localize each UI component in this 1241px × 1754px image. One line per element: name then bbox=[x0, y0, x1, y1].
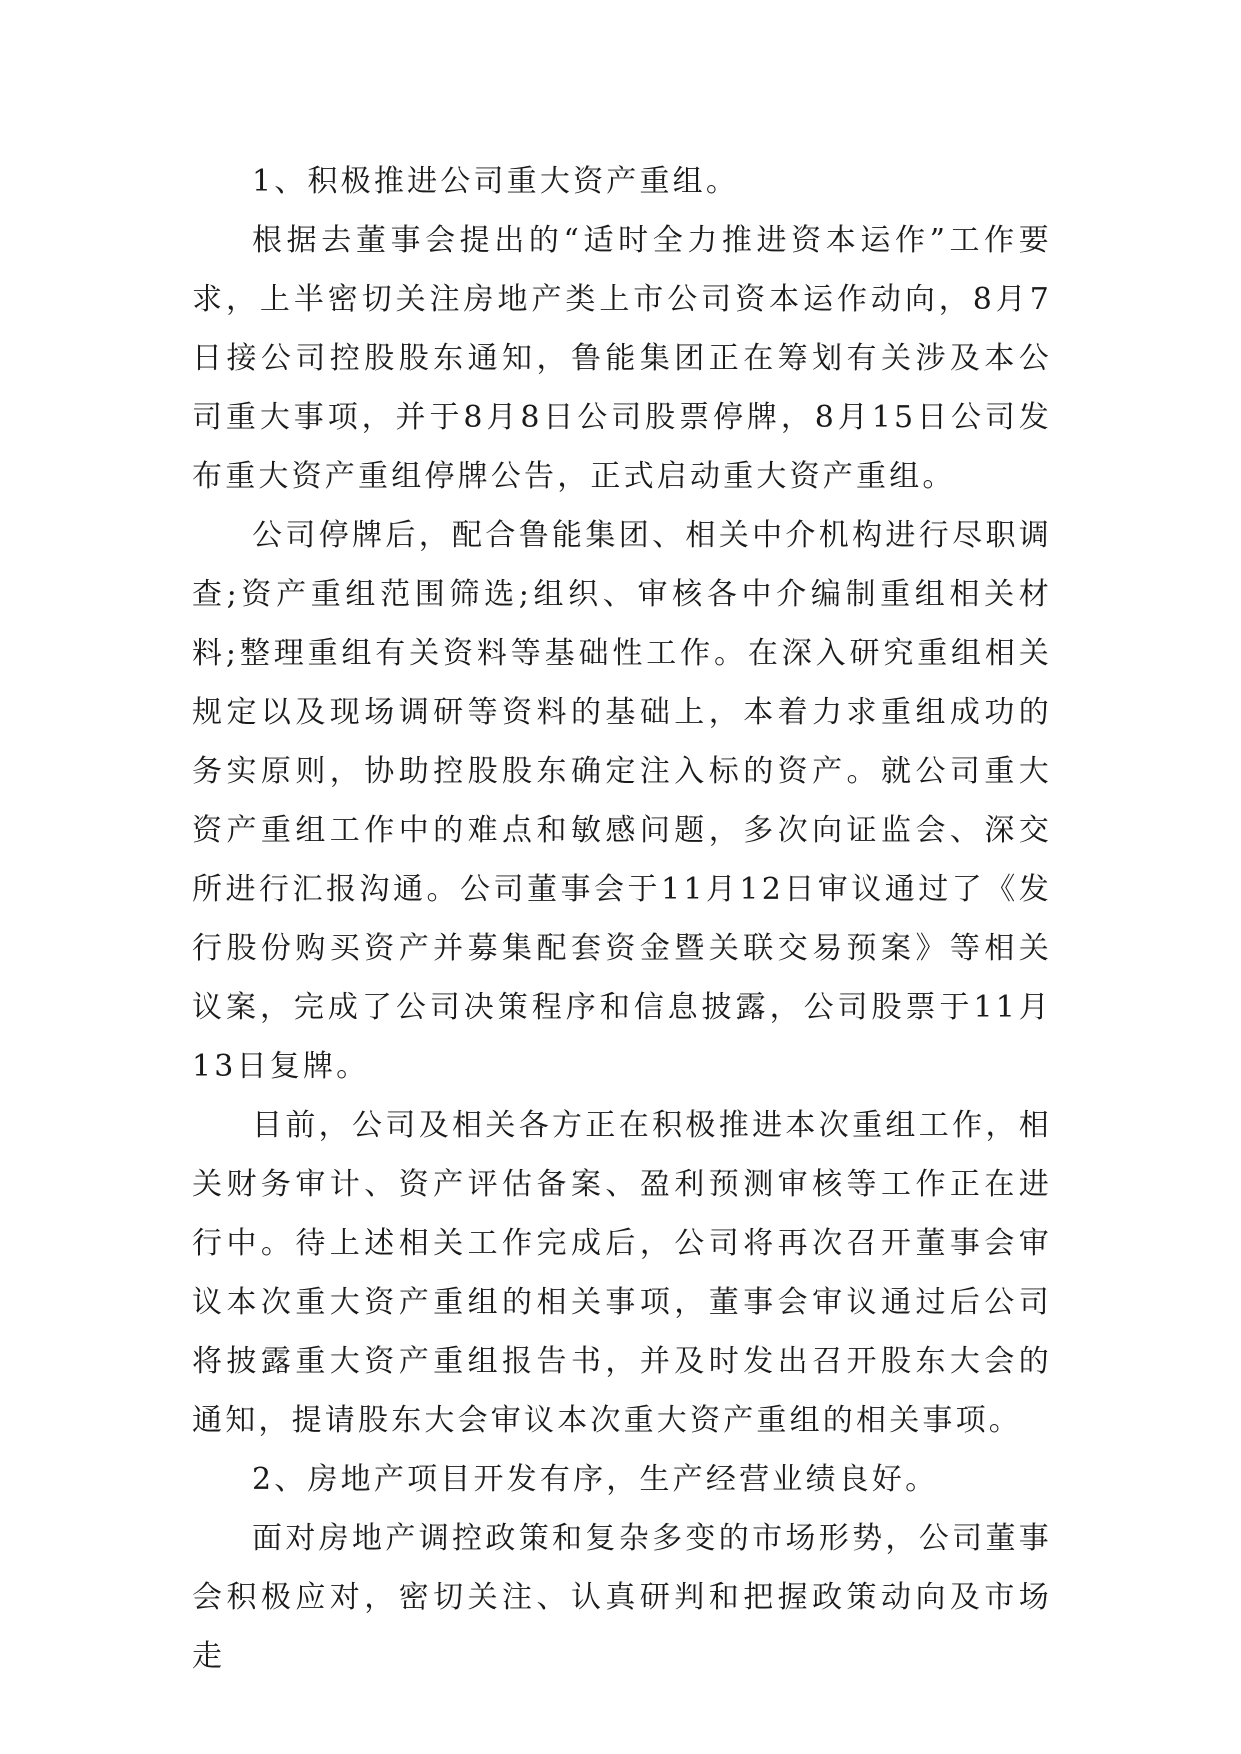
paragraph-suspension-work: 公司停牌后，配合鲁能集团、相关中介机构进行尽职调查;资产重组范围筛选;组织、审核各中介编制重组相关材料;整理重组有关资料等基础性工作。在深入研究重组相关规定以及现场调研等资料的基础上，本着力求重组成功的务实原则，协助控股股东确定注入标的资产。就公司重大资产重组工作中的难点和敏感问题，多次向证监会、深交所进行汇报沟通。公司董事会于11月12日审议通过了《发行股份购买资产并募集配套资金暨关联交易预案》等相关议案，完成了公司决策程序和信息披露，公司股票于11月13日复牌。 bbox=[192, 518, 1052, 1084]
section-heading-2: 2、房地产项目开发有序，生产经营业绩良好。 bbox=[252, 1462, 939, 1497]
paragraph-current-progress: 目前，公司及相关各方正在积极推进本次重组工作，相关财务审计、资产评估备案、盈利预测审核等工作正在进行中。待上述相关工作完成后，公司将再次召开董事会审议本次重大资产重组的相关事项，董事会审议通过后公司将披露重大资产重组报告书，并及时发出召开股东大会的通知，提请股东大会审议本次重大资产重组的相关事项。 bbox=[192, 1108, 1052, 1438]
paragraph-capital-operation: 根据去董事会提出的“适时全力推进资本运作”工作要求，上半密切关注房地产类上市公司资本运作动向，8月7日接公司控股股东通知，鲁能集团正在筹划有关涉及本公司重大事项，并于8月8日公司股票停牌，8月15日公司发布重大资产重组停牌公告，正式启动重大资产重组。 bbox=[192, 223, 1052, 494]
paragraph-market-response: 面对房地产调控政策和复杂多变的市场形势，公司董事会积极应对，密切关注、认真研判和把握政策动向及市场走 bbox=[192, 1521, 1052, 1674]
document-body bbox=[192, 152, 1052, 1686]
section-heading-1: 1、积极推进公司重大资产重组。 bbox=[252, 164, 740, 199]
